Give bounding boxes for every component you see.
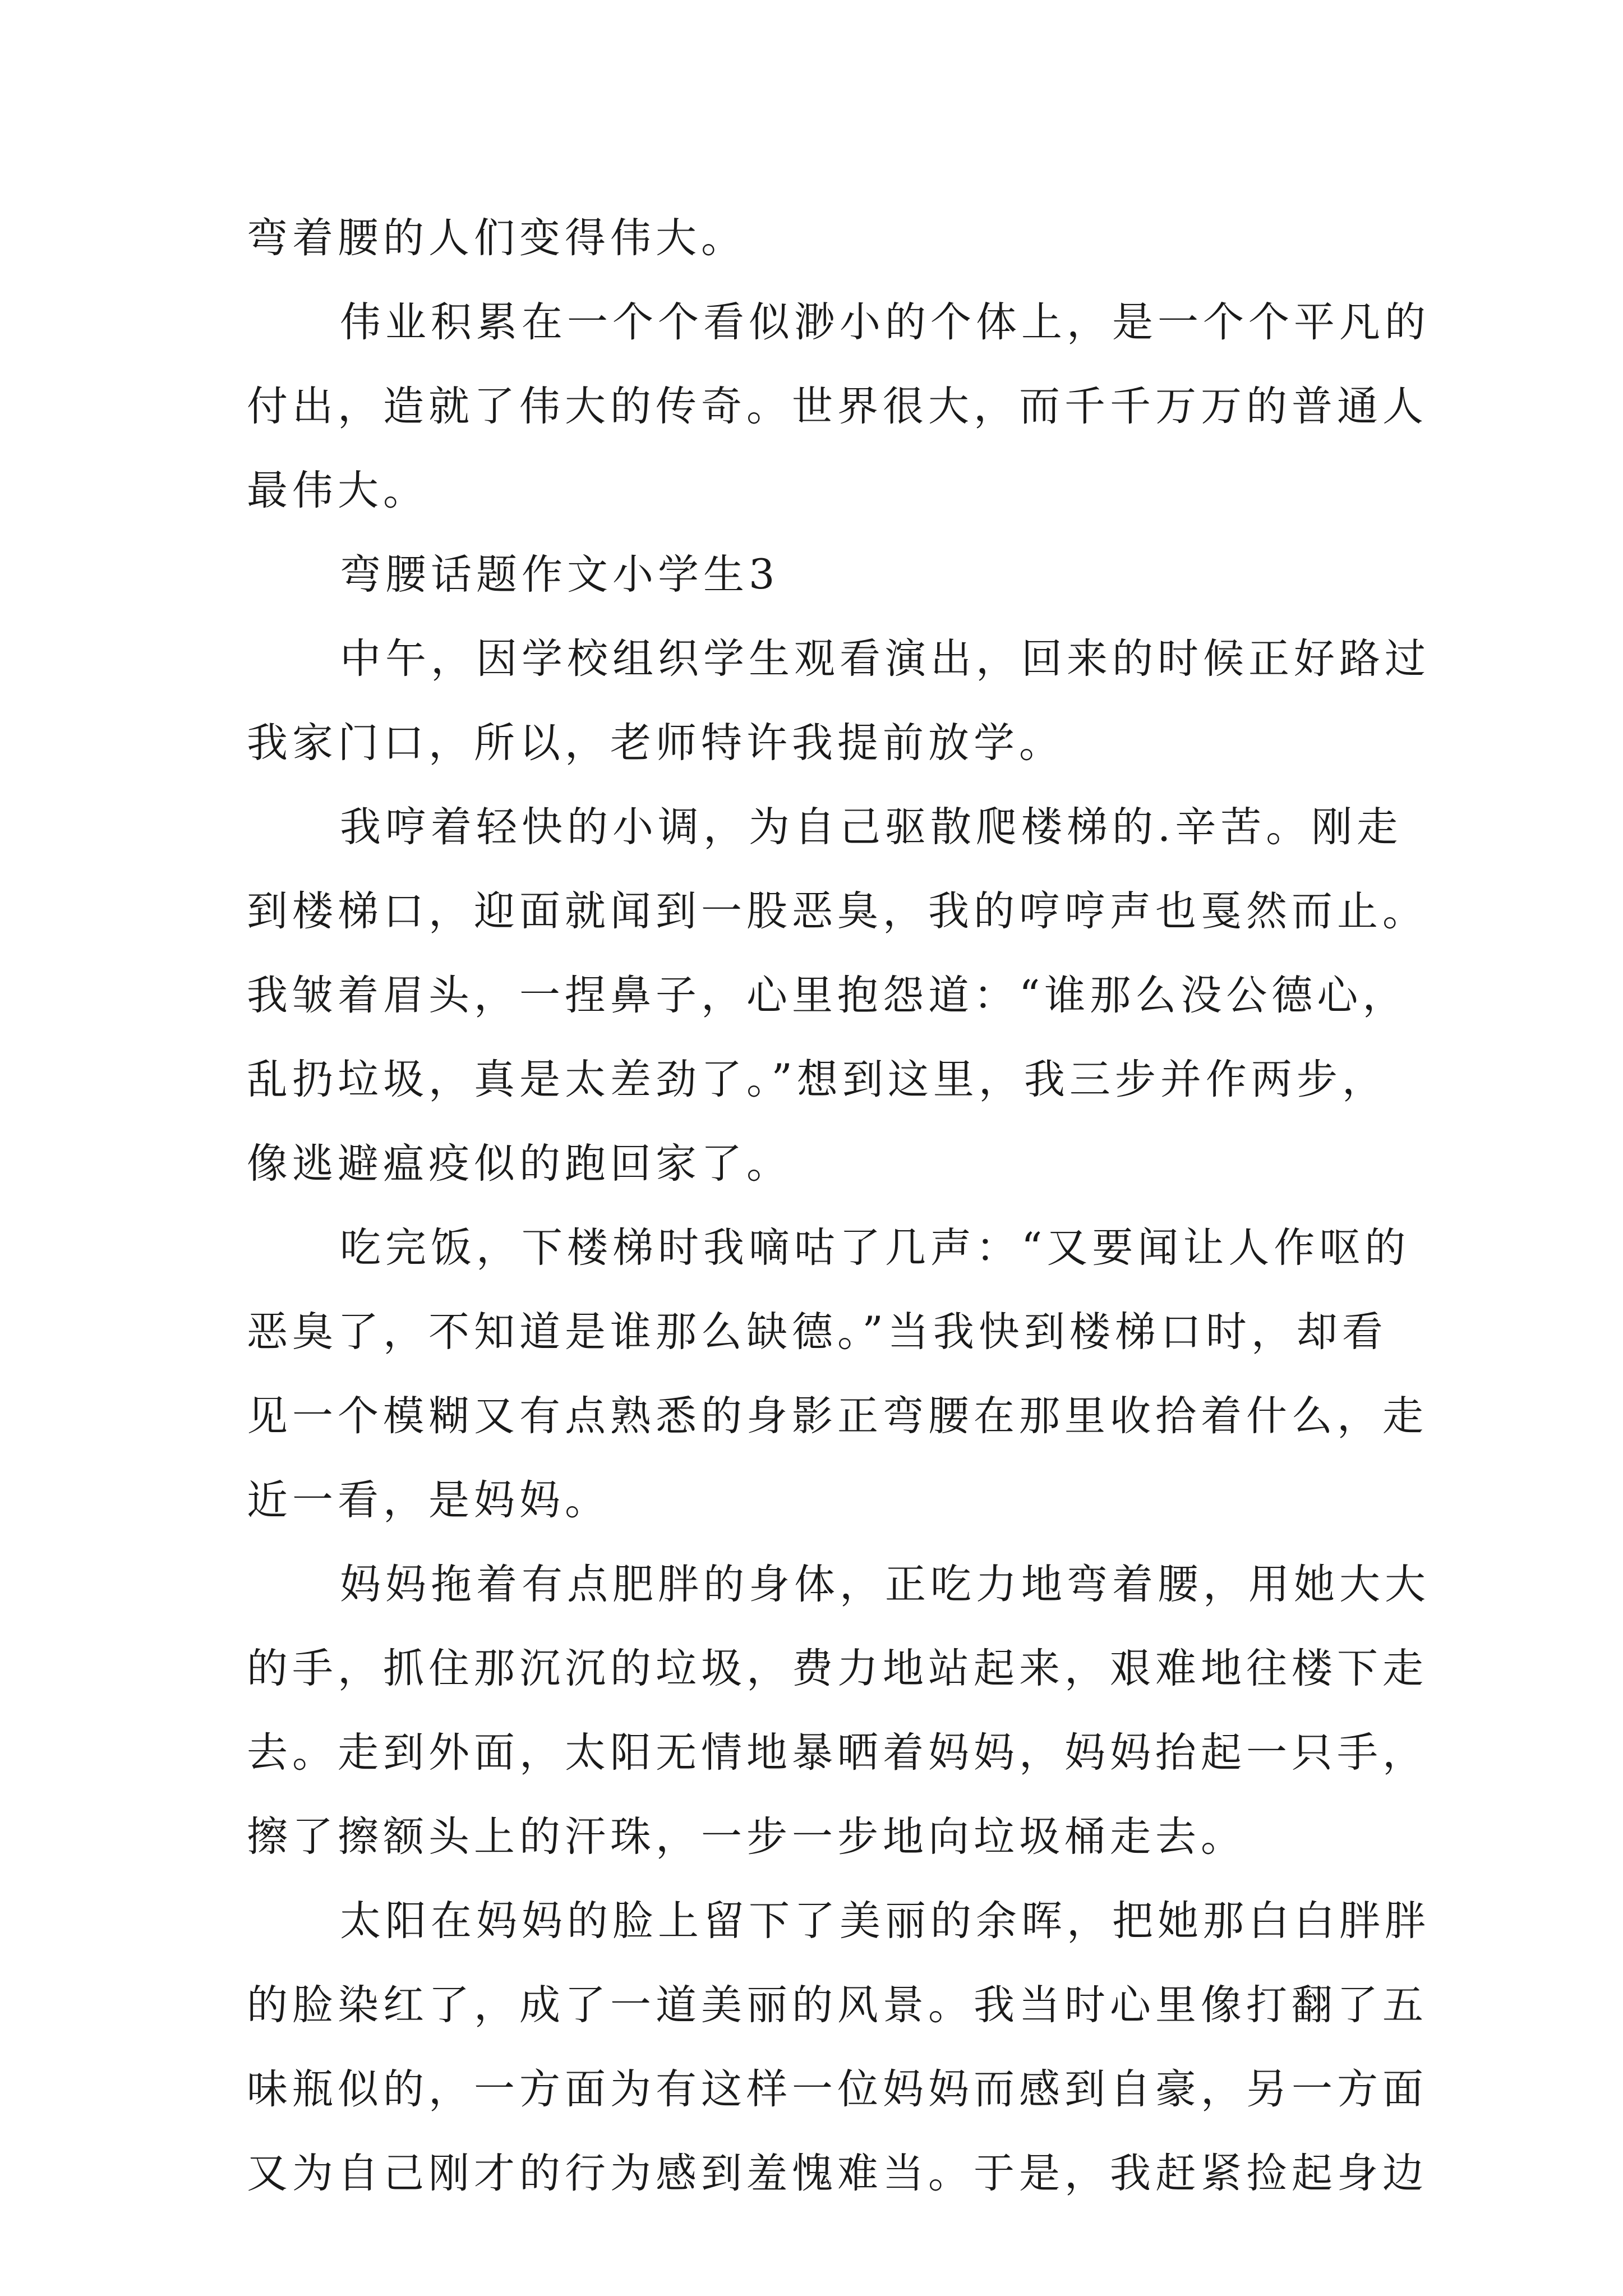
text-line: 到楼梯口，迎面就闻到一股恶臭，我的哼哼声也戛然而止。 — [247, 887, 1428, 935]
paragraph-start-line: 伟业积累在一个个看似渺小的个体上，是一个个平凡的 — [340, 298, 1430, 346]
text-line: 的手，抓住那沉沉的垃圾，费力地站起来，艰难地往楼下走 — [247, 1645, 1428, 1692]
text-line: 乱扔垃圾，真是太差劲了。”想到这里，我三步并作两步， — [247, 1056, 1387, 1103]
text-line: 付出，造就了伟大的传奇。世界很大，而千千万万的普通人 — [247, 383, 1428, 430]
text-line: 的脸染红了，成了一道美丽的风景。我当时心里像打翻了五 — [247, 1981, 1428, 2029]
text-line: 弯着腰的人们变得伟大。 — [247, 214, 746, 262]
paragraph-start-line: 妈妈拖着有点肥胖的身体，正吃力地弯着腰，用她大大 — [340, 1561, 1430, 1608]
text-line: 我皱着眉头，一捏鼻子，心里抱怨道：“谁那么没公德心， — [247, 972, 1408, 1019]
document-body — [247, 196, 1430, 2216]
text-line: 像逃避瘟疫似的跑回家了。 — [247, 1140, 792, 1188]
paragraph-start-line: 我哼着轻快的小调，为自己驱散爬楼梯的.辛苦。刚走 — [340, 803, 1403, 851]
text-line: 我家门口，所以，老师特许我提前放学。 — [247, 719, 1064, 767]
text-line: 又为自己刚才的行为感到羞愧难当。于是，我赶紧捡起身边 — [247, 2150, 1428, 2197]
text-line: 擦了擦额头上的汗珠，一步一步地向垃圾桶走去。 — [247, 1813, 1246, 1861]
text-line: 恶臭了，不知道是谁那么缺德。”当我快到楼梯口时，却看 — [247, 1308, 1387, 1356]
text-line: 去。走到外面，太阳无情地暴晒着妈妈，妈妈抬起一只手， — [247, 1729, 1428, 1777]
text-line: 味瓶似的，一方面为有这样一位妈妈而感到自豪，另一方面 — [247, 2065, 1428, 2113]
text-line: 见一个模糊又有点熟悉的身影正弯腰在那里收拾着什么，走 — [247, 1392, 1428, 1440]
section-heading: 弯腰话题作文小学生3 — [340, 551, 780, 599]
paragraph-start-line: 吃完饭，下楼梯时我嘀咕了几声：“又要闻让人作呕的 — [340, 1224, 1410, 1272]
text-line: 近一看，是妈妈。 — [247, 1476, 610, 1524]
paragraph-start-line: 中午，因学校组织学生观看演出，回来的时候正好路过 — [340, 635, 1430, 683]
text-line: 最伟大。 — [247, 467, 428, 514]
paragraph-start-line: 太阳在妈妈的脸上留下了美丽的余晖，把她那白白胖胖 — [340, 1897, 1430, 1945]
